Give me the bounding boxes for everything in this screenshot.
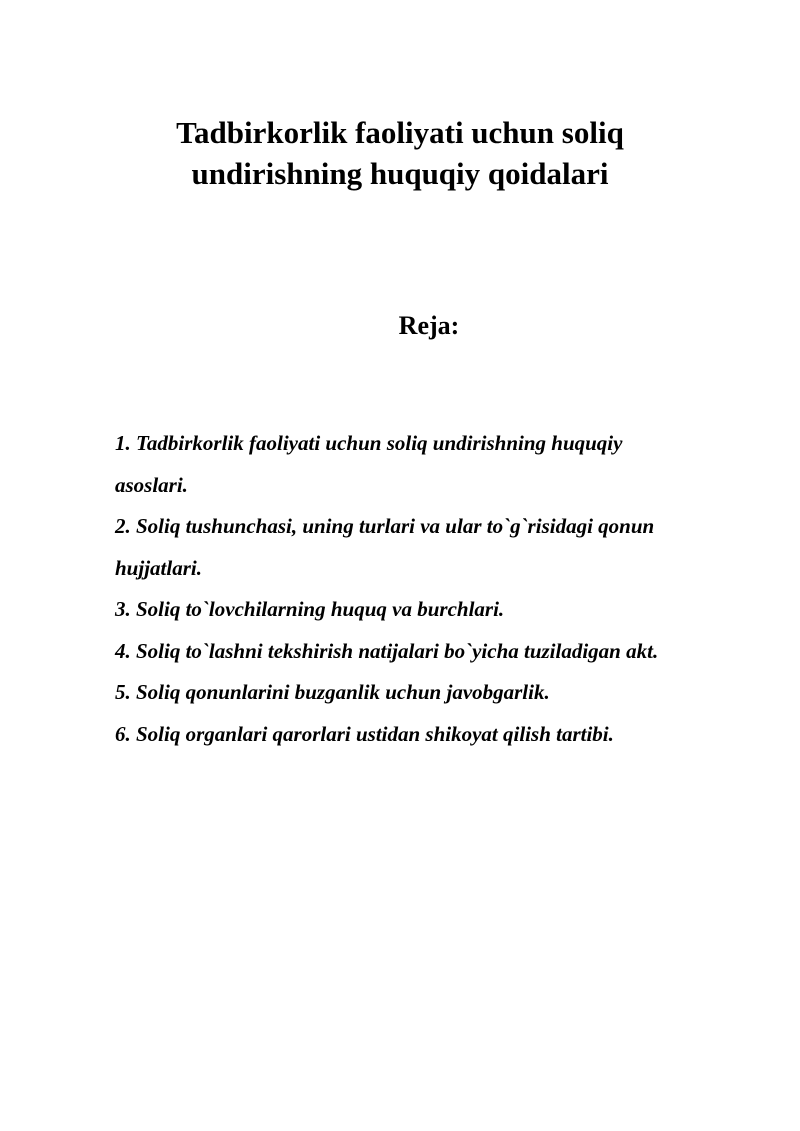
plan-heading: Reja:	[398, 311, 460, 340]
plan-item-line: 4. Soliq to`lashni tekshirish natijalari bo`yicha tuziladigan akt.	[115, 638, 659, 663]
plan-item-line: hujjatlari.	[115, 555, 202, 580]
plan-item-line: 6. Soliq organlari qarorlari ustidan shikoyat qilish tartibi.	[115, 721, 614, 746]
plan-item-line: asoslari.	[115, 472, 188, 497]
plan-item-line: 3. Soliq to`lovchilarning huquq va burchlari.	[115, 597, 505, 621]
plan-item-line: 5. Soliq qonunlarini buzganlik uchun javobgarlik.	[115, 680, 550, 704]
document-title	[120, 112, 680, 194]
plan-item-line: 2. Soliq tushunchasi, uning turlari va ular to`g`risidagi qonun	[115, 514, 655, 538]
title-line-1: Tadbirkorlik faoliyati uchun soliq	[176, 115, 624, 150]
plan-item-line: 1. Tadbirkorlik faoliyati uchun soliq undirishning huquqiy	[115, 431, 623, 455]
title-line-2: undirishning huquqiy qoidalari	[191, 156, 609, 191]
plan-list	[115, 423, 765, 755]
